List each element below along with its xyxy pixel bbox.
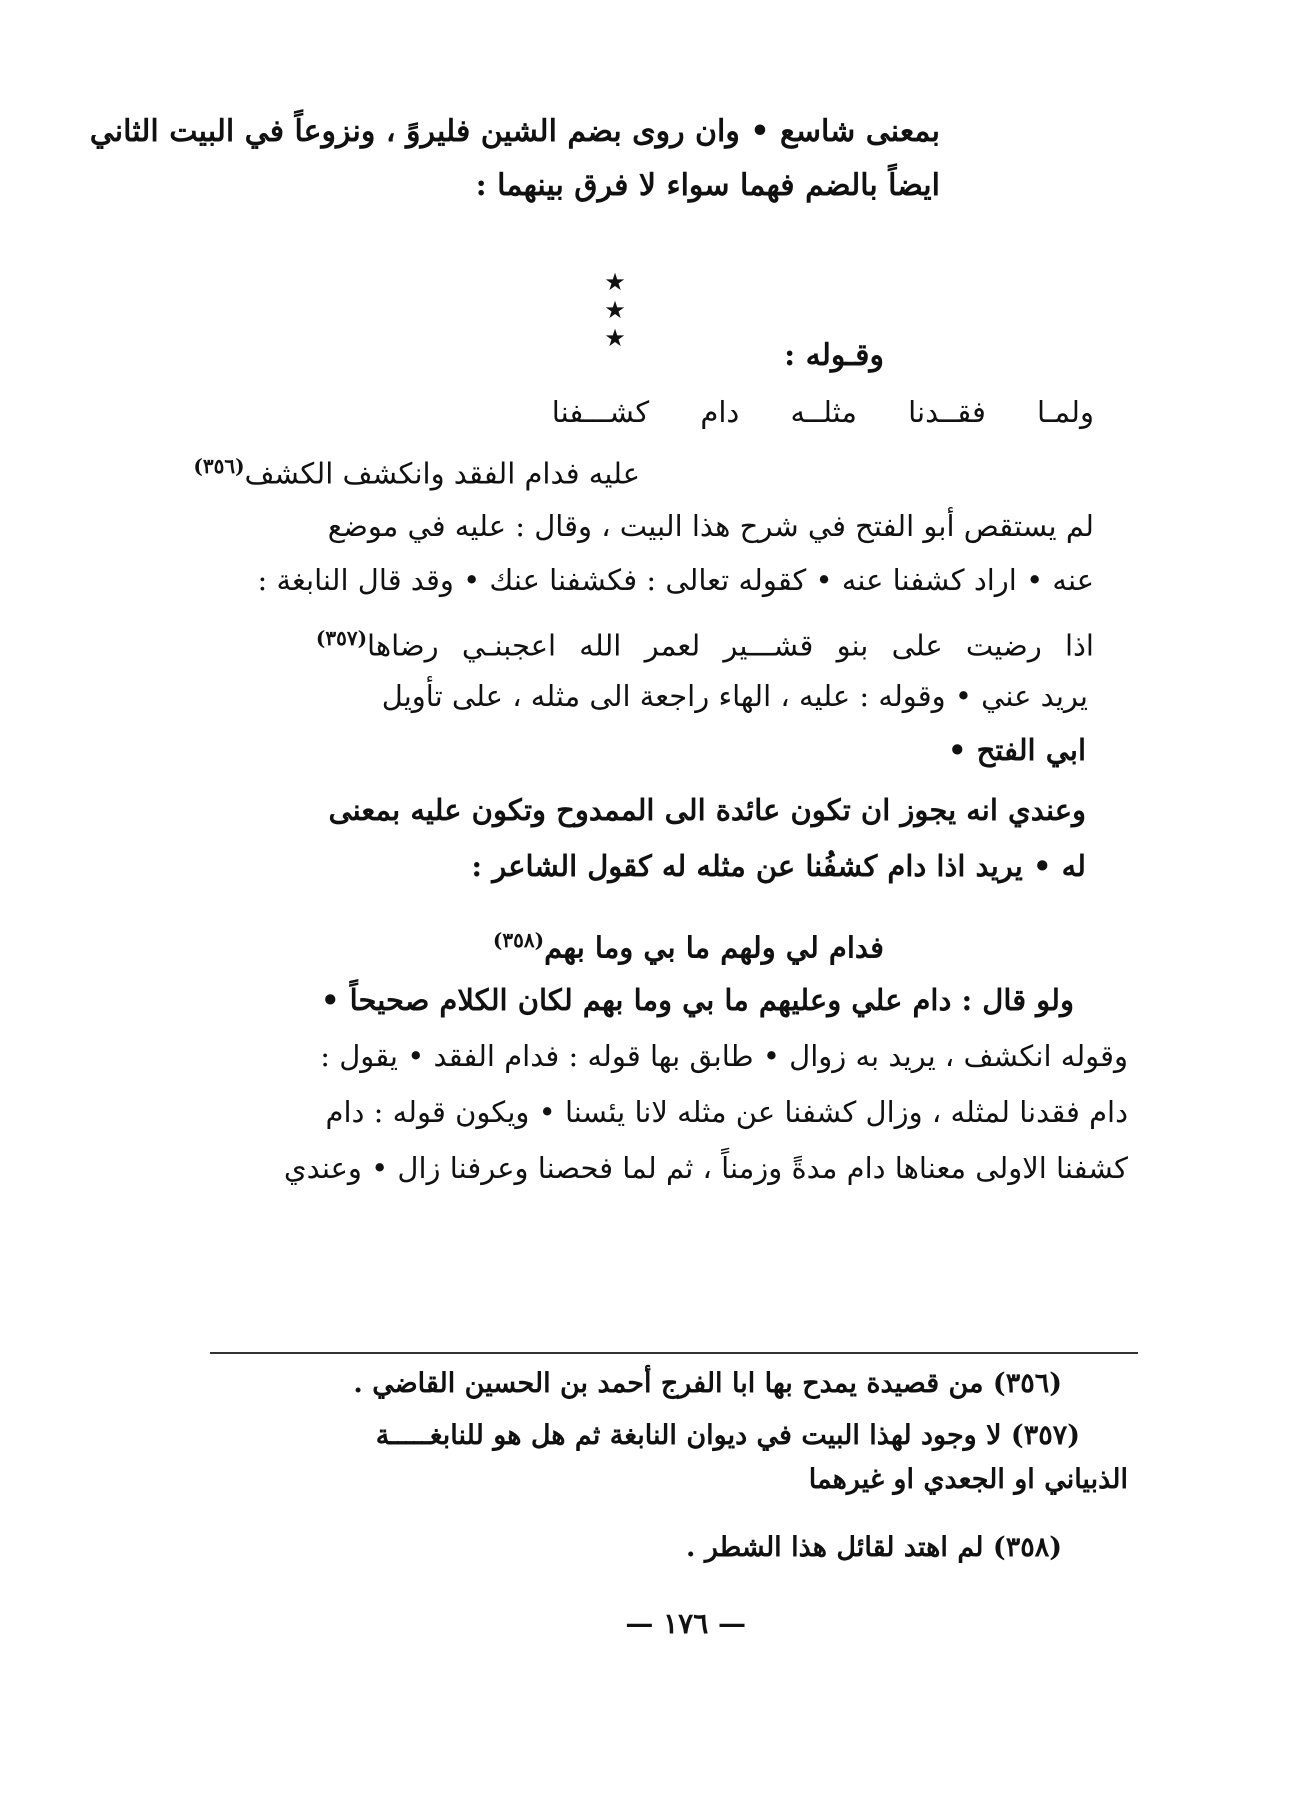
verse3-wrap bbox=[493, 920, 884, 968]
body3-line-4: كشفنا الاولى معناها دام مدةً وزمناً ، ثم لما فحصنا وعرفنا زال • وعندي bbox=[283, 1151, 1128, 1185]
section-heading: وقـوله : bbox=[784, 338, 884, 373]
intro-line-1: بمعنى شاسع • وان روى بضم الشين فليروً ، ونزوعاً في البيت الثاني bbox=[89, 114, 940, 149]
footnote-357: (٣٥٧) لا وجود لهذا البيت في ديوان النابغة ثم هل هو للنابغـــــة bbox=[375, 1420, 1080, 1451]
body2-line-2: ابي الفتح • bbox=[947, 733, 1086, 767]
body2-line-1: يريد عني • وقوله : عليه ، الهاء راجعة الى مثله ، على تأويل bbox=[381, 679, 1088, 713]
intro-line-2: ايضاً بالضم فهما سواء لا فرق بينهما : bbox=[475, 168, 940, 203]
body2-line-3: وعندي انه يجوز ان تكون عائدة الى الممدوح وتكون عليه بمعنى bbox=[328, 793, 1086, 827]
body-line-1: لم يستقص أبو الفتح في شرح هذا البيت ، وقال : عليه في موضع bbox=[327, 509, 1094, 543]
body-line-2: عنه • اراد كشفنا عنه • كقوله تعالى : فكشفنا عنك • وقد قال النابغة : bbox=[257, 563, 1094, 597]
body2-line-4: له • يريد اذا دام كشفُنا عن مثله له كقول الشاعر : bbox=[471, 849, 1086, 883]
body3-line-1: ولو قال : دام علي وعليهم ما بي وما بهم لكان الكلام صحيحاً • bbox=[321, 983, 1074, 1017]
footnote-358: (٣٥٨) لم اهتد لقائل هذا الشطر . bbox=[686, 1532, 1062, 1563]
footnote-357-cont: الذبياني او الجعدي او غيرهما bbox=[808, 1464, 1128, 1495]
footnote-divider bbox=[210, 1352, 1138, 1354]
verse-line-2-wrap bbox=[193, 446, 640, 494]
verse2-text: اذا رضيت على بنو قشـــير لعمر الله اعجبنـي رضاها bbox=[367, 628, 1094, 663]
verse3-text: فدام لي ولهم ما بي وما بهم bbox=[544, 930, 884, 965]
footnote-ref-357: (٣٥٧) bbox=[315, 626, 368, 650]
footnote-ref-358: (٣٥٨) bbox=[492, 928, 545, 952]
body3-line-2: وقوله انكشف ، يريد به زوال • طابق بها قوله : فدام الفقد • يقول : bbox=[320, 1039, 1128, 1073]
footnote-356: (٣٥٦) من قصيدة يمدح بها ابا الفرج أحمد بن الحسين القاضي . bbox=[353, 1368, 1062, 1399]
verse2-wrap bbox=[316, 618, 1094, 666]
page-number: — ١٧٦ — bbox=[625, 1607, 746, 1640]
body3-line-3: دام فقدنا لمثله ، وزال كشفنا عن مثله لانا يئسنا • ويكون قوله : دام bbox=[325, 1095, 1128, 1129]
footnote-ref-356: (٣٥٦) bbox=[193, 454, 245, 478]
verse-line-2: عليه فدام الفقد وانكشف الكشف bbox=[244, 456, 640, 491]
section-separator: ★ ★ ★ bbox=[604, 268, 656, 352]
verse-line-1: ولمـا فقــدنا مثلــه دام كشـــفنا bbox=[551, 395, 1094, 429]
